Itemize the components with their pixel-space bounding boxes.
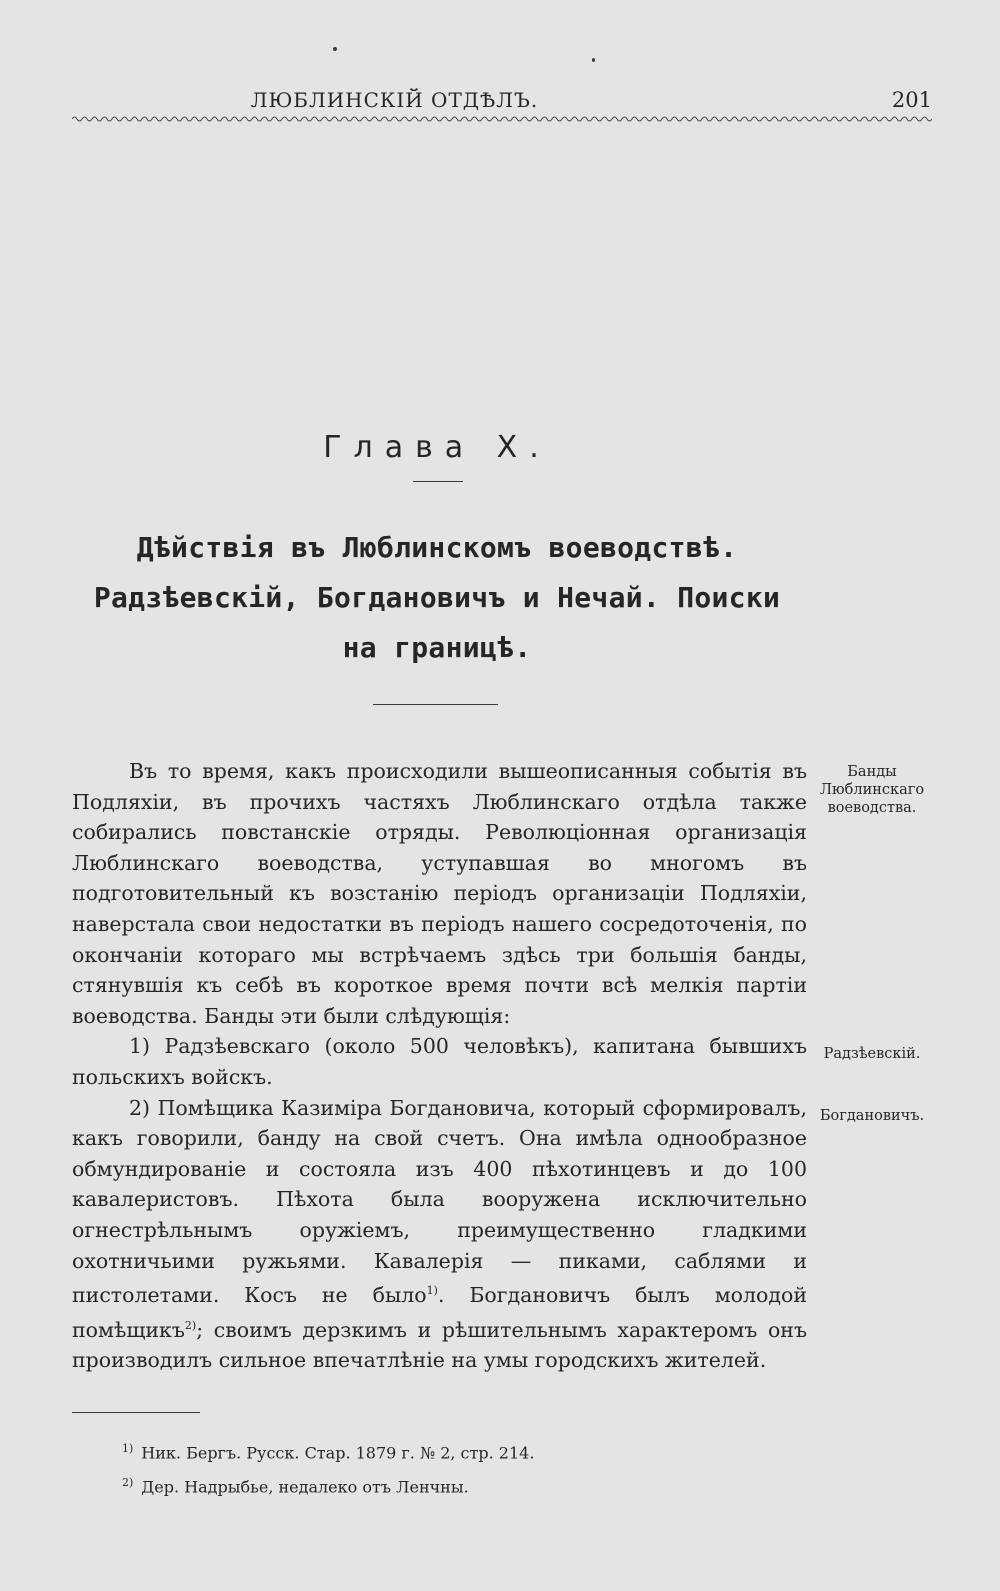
footnote-text: Дер. Надрыбье, недалеко отъ Ленчны. [141, 1477, 469, 1497]
chapter-title-line: Радзѣевскій, Богдановичъ и Нечай. Поиски [93, 581, 781, 614]
footnote-reference: 2) [184, 1318, 197, 1332]
footnote-mark: 1) [122, 1442, 134, 1455]
footnote [122, 1434, 534, 1468]
margin-note-bogdanovich: Богдановичъ. [819, 1108, 925, 1124]
chapter-heading: Глава X. [323, 430, 551, 466]
footnote-reference: 1) [426, 1284, 438, 1298]
chapter-title-line: на границѣ. [342, 631, 532, 664]
title-divider [373, 704, 498, 705]
page-number: 201 [891, 88, 932, 112]
wavy-header-rule [72, 114, 932, 124]
chapter-title [72, 523, 802, 673]
footnote-text: Ник. Бергъ. Русск. Стар. 1879 г. № 2, стр. 214. [141, 1443, 535, 1463]
chapter-title-line: Дѣйствія въ Люблинскомъ воеводствѣ. [136, 531, 738, 564]
margin-note-radzeevsky: Радзѣевскій. [823, 1046, 921, 1062]
footnote-mark: 2) [122, 1476, 134, 1490]
running-title: ЛЮБЛИНСКІЙ ОТДѢЛЪ. [250, 88, 539, 112]
paragraph: Въ то время, какъ происходили вышеописанныя событія въ Подляхіи, въ прочихъ частяхъ Люблинскаго отдѣла также собирались повстанскіе отряды. Революціонная организація Люблинскаго воеводства, уступавшая во многомъ въ подготовительный къ возстанію періодъ организаціи Подляхіи, наверстала свои недостатки въ періодъ нашего сосредоточенія, по окончаніи котораго мы встрѣчаемъ здѣсь три большія банды, стянувшія къ себѣ въ короткое время почти всѣ мелкія партіи воеводства. Банды эти были слѣдующія: [72, 759, 807, 1028]
paragraph-text: ; своимъ дерзкимъ и рѣшительнымъ характеромъ онъ производилъ сильное впечатлѣніе на умы городскихъ жителей. [72, 1317, 807, 1372]
heading-divider [413, 481, 463, 482]
paragraph-text: 2) Помѣщика Казиміра Богдановича, который сформировалъ, какъ говорили, банду на свой счетъ. Она имѣла однообразное обмундированіе и состояла изъ 400 пѣхотинцевъ и до 100 кавалеристовъ. Пѣхота была вооружена исключительно огнестрѣльнымъ оружіемъ, преимущественно гладкими охотничьими ружьями. Кавалерія — пиками, саблями и пистолетами. Косъ не было [72, 1095, 807, 1307]
ink-speck [333, 47, 337, 51]
paragraph: 1) Радзѣевскаго (около 500 человѣкъ), капитана бывшихъ польскихъ войскъ. [72, 1034, 807, 1089]
paragraph-text: . Богдановичъ былъ молодой помѣщикъ [72, 1282, 807, 1342]
body-text [72, 756, 807, 1376]
running-head [72, 84, 932, 124]
footnote-divider [72, 1412, 200, 1413]
footnotes [122, 1434, 534, 1503]
paragraph [72, 1093, 807, 1376]
margin-note-bands: Банды Люблинскаго воеводства. [819, 764, 925, 816]
footnote [122, 1468, 534, 1502]
ink-speck [592, 58, 595, 62]
